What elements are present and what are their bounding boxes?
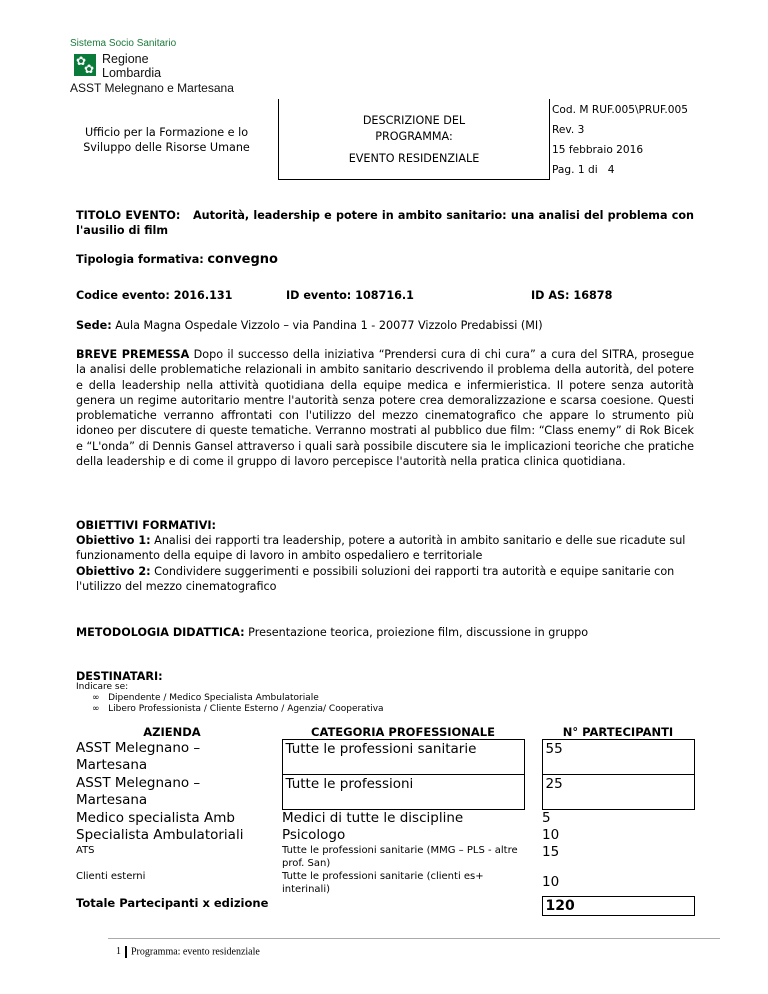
table-row: Specialista Ambulatoriali Psicologo 10 (76, 827, 560, 843)
logo-regione: Regione Lombardia (102, 52, 162, 80)
doc-code: Cod. M RUF.005\PRUF.005 (552, 103, 688, 116)
codice-evento: Codice evento: 2016.131 (76, 289, 233, 302)
table-row: Clienti esterni Tutte le professioni sanitarie (clienti es+ interinali) 10 (76, 871, 560, 895)
footer-page-number: 1 (116, 946, 121, 958)
col-categoria: CATEGORIA PROFESSIONALE (311, 725, 495, 739)
logo-asst: ASST Melegnano e Martesana (70, 81, 234, 95)
logo-top-text: Sistema Socio Sanitario (70, 38, 177, 49)
sede: Sede: Aula Magna Ospedale Vizzolo – via Pandina 1 - 20077 Vizzolo Predabissi (MI) (76, 319, 543, 332)
footer-text: Programma: evento residenziale (131, 946, 260, 958)
table-row: ATS Tutte le professioni sanitarie (MMG – PLS - altre prof. San) 15 (76, 844, 560, 869)
document-meta (550, 99, 714, 180)
breve-premessa: BREVE PREMESSA Dopo il successo della iniziativa “Prendersi cura di chi cura” a cura del SITRA, prosegue la analisi delle problematiche relazionali in ambito sanitario descrivendo il problema della autorità, del potere e della leadership nella attività quotidiana della equipe medica e infermieristica. Il potere senza autorità genera un regime autoritario mentre l'autorità senza potere crea demoralizzazione e scarsa coesione. Questi problematiche verranno affrontati con l'utilizzo del mezzo cinematografico che appare lo strumento più idoneo per discutere di queste tematiche. Verranno mostrati al pubblico due film: “Class enemy” di Rok Bicek e “L'onda” di Dennis Gansel attraverso i quali sarà possibile discutere sia le implicazioni teoriche che pratiche della leadership e di come il gruppo di lavoro percepisce l'autorità nella pratica clinica quotidiana. (76, 348, 695, 469)
footer-rule (108, 938, 720, 939)
office-name: Ufficio per la Formazione e lo Sviluppo delle Risorse Umane (83, 125, 250, 154)
logo (70, 38, 234, 95)
totale-label: Totale Partecipanti x edizione (76, 896, 269, 910)
destinatari-notes: Indicare se: ∞ Dipendente / Medico Specialista Ambulatoriale ∞ Libero Professionista / Cliente Esterno / Agenzia/ Cooperativa (76, 682, 384, 714)
id-evento: ID evento: 108716.1 (286, 289, 414, 302)
obiettivi-heading: OBIETTIVI FORMATIVI: (76, 519, 217, 532)
event-title: TITOLO EVENTO: Autorità, leadership e potere in ambito sanitario: una analisi del problema con l'ausilio di film (76, 209, 695, 238)
bullet-icon: ∞ (92, 704, 100, 714)
destinatari-heading: DESTINATARI: (76, 670, 163, 683)
rose-camuna-icon: ✿ ✿ (76, 54, 95, 76)
metodologia: METODOLOGIA DIDATTICA: Presentazione teorica, proiezione film, discussione in gruppo (76, 626, 589, 639)
tipologia: Tipologia formativa: convegno (76, 252, 278, 267)
doc-rev: Rev. 3 (552, 123, 585, 136)
table-row: Medico specialista Amb Medici di tutte le discipline 5 (76, 809, 551, 826)
document-header (56, 99, 714, 180)
obiettivo-2: Obiettivo 2: Condividere suggerimenti e possibili soluzioni dei rapporti tra autorità e equipe sanitarie con l'utilizzo del mezzo cinematografico (76, 565, 675, 594)
bullet-icon: ∞ (92, 693, 100, 703)
col-partecipanti: N° PARTECIPANTI (562, 725, 674, 739)
col-azienda: AZIENDA (143, 725, 201, 739)
obiettivo-1: Obiettivo 1: Analisi dei rapporti tra leadership, potere a autorità in ambito sanitario e delle sue ricadute sul funzionamento della equipe di lavoro in ambito ospedaliero e territoriale (76, 534, 686, 563)
table-total-row (76, 896, 694, 915)
table-row: ASST Melegnano – Martesana Tutte le professioni 25 (76, 775, 694, 810)
doc-date: 15 febbraio 2016 (552, 143, 644, 156)
header-divider (278, 179, 550, 180)
totale-value: 120 (542, 896, 694, 915)
table-row: ASST Melegnano – Martesana Tutte le professioni sanitarie 55 (76, 740, 694, 775)
page-footer (108, 946, 260, 958)
event-codes (76, 288, 694, 303)
document-type: DESCRIZIONE DEL PROGRAMMA: EVENTO RESIDENZIALE (278, 99, 550, 180)
doc-page: Pag. 1 di 4 (552, 163, 615, 176)
table-header-row (76, 725, 694, 740)
id-as: ID AS: 16878 (531, 289, 613, 302)
footer-divider (125, 946, 127, 958)
destinatari-table (76, 725, 695, 916)
